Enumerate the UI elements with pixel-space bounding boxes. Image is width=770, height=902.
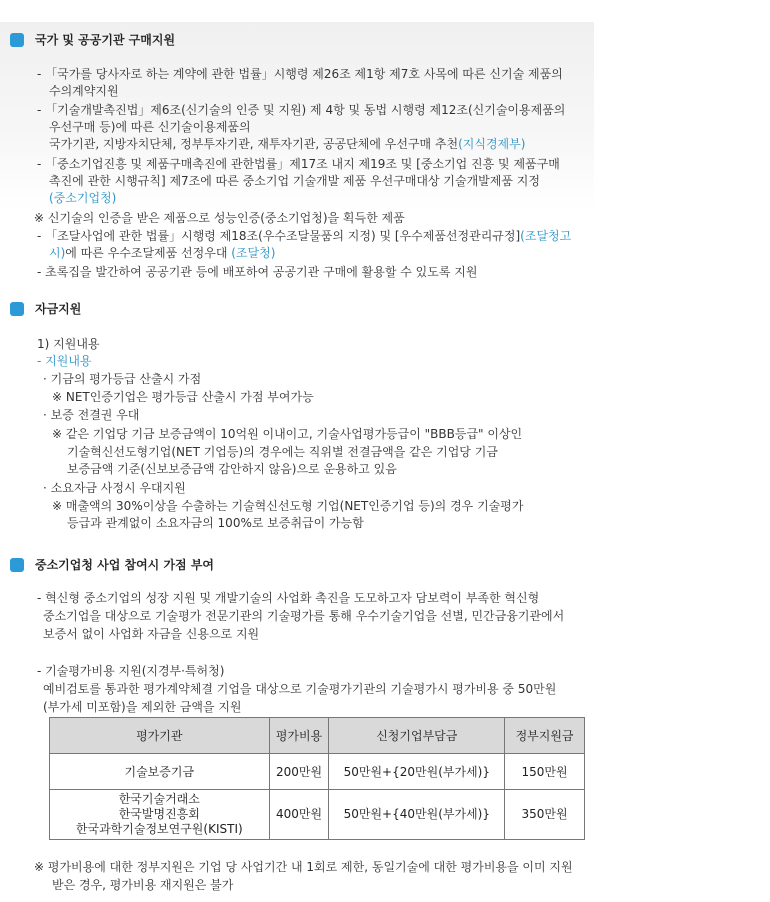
text-line: - 「중소기업진흥 및 제품구매촉진에 관한법률」제17조 내지 제19조 및 [중소기업 진흥 및 제품구매 [37, 157, 560, 171]
text-line: 등급과 관계없이 소요자금의 100%로 보증취급이 가능함 [67, 516, 364, 530]
text-line: 보증서 없이 사업화 자금을 신용으로 지원 [43, 627, 260, 641]
text-line: (부가세 미포함)을 제외한 금액을 지원 [43, 700, 242, 714]
text-line: 중소기업을 대상으로 기술평가 전문기관의 기술평가를 통해 우수기술기업을 선별, 민간금융기관에서 [43, 609, 565, 623]
evaluation-cost-table [49, 717, 585, 840]
bullet-square-icon [10, 302, 24, 316]
text-line: - 혁신형 중소기업의 성장 지원 및 개발기술의 사업화 촉진을 도모하고자 담보력이 부족한 혁신형 [37, 591, 540, 605]
text-line: 1) 지원내용 [37, 337, 100, 351]
section-title: 국가 및 공공기관 구매지원 [35, 33, 176, 47]
note-line: ※ 평가비용에 대한 정부지원은 기업 당 사업기간 내 1회로 제한, 동일기술에 대한 평가비용을 이미 지원 [34, 860, 573, 874]
subheading: - 지원내용 [37, 354, 92, 368]
org-name: 한국과학기술정보연구원(KISTI) [75, 822, 243, 836]
bullet-square-icon [10, 558, 24, 572]
text-line: - 기술평가비용 지원(지경부·특허청) [37, 664, 225, 678]
text-line: 수의계약지원 [49, 84, 119, 98]
table-cell: 350만원 [505, 790, 585, 840]
table-row [50, 754, 585, 790]
note-line: ※ 같은 기업당 기금 보증금액이 10억원 이내이고, 기술사업평가등급이 "BBB등급" 이상인 [52, 427, 523, 441]
column-header: 평가비용 [269, 718, 329, 754]
text-span: - 「조달사업에 관한 법률」시행령 제18조(우수조달물품의 지정) 및 [우수제품선정관리규정] [37, 229, 521, 243]
column-header: 신청기업부담금 [329, 718, 505, 754]
text-line [37, 228, 571, 245]
agency-name: (조달청) [231, 246, 276, 260]
agency-name: 시) [49, 246, 66, 260]
text-line: · 소요자금 사정시 우대지원 [43, 481, 186, 495]
agency-name: (중소기업청) [49, 191, 117, 205]
table-row [50, 790, 585, 840]
table-cell: 150만원 [505, 754, 585, 790]
section-header-bonus [10, 556, 214, 573]
section-header-funding [10, 300, 81, 317]
table-cell: 50만원+{40만원(부가세)} [329, 790, 505, 840]
text-span: 에 따른 우수조달제품 선정우대 [65, 246, 232, 260]
text-line: - 「국가를 당사자로 하는 계약에 관한 법률」시행령 제26조 제1항 제7호 사목에 따른 신기술 제품의 [37, 67, 563, 81]
note-line: 받은 경우, 평가비용 재지원은 불가 [52, 878, 234, 892]
table-cell [50, 790, 270, 840]
section-title: 중소기업청 사업 참여시 가점 부여 [35, 558, 215, 572]
bullet-square-icon [10, 33, 24, 47]
text-line: - 「기술개발촉진법」제6조(신기술의 인증 및 지원) 제 4항 및 동법 시행령 제12조(신기술이용제품의 [37, 103, 566, 117]
text-line: - 초록집을 발간하여 공공기관 등에 배포하여 공공기관 구매에 활용할 수 있도록 지원 [37, 265, 478, 279]
text-line: 예비검토를 통과한 평가계약체결 기업을 대상으로 기술평가기관의 기술평가시 평가비용 중 50만원 [43, 682, 557, 696]
text-line [49, 245, 275, 262]
org-name: 한국발명진흥회 [118, 807, 200, 821]
text-line [49, 136, 525, 153]
table-cell: 기술보증기금 [50, 754, 270, 790]
text-line: 우선구매 등)에 따른 신기술이용제품의 [49, 120, 251, 134]
note-line: ※ 매출액의 30%이상을 수출하는 기술혁신선도형 기업(NET인증기업 등)의 경우 기술평가 [52, 499, 524, 513]
table-header-row [50, 718, 585, 754]
table-cell: 50만원+{20만원(부가세)} [329, 754, 505, 790]
note-line: ※ 신기술의 인증을 받은 제품으로 성능인증(중소기업청)을 획득한 제품 [34, 211, 405, 225]
column-header: 정부지원금 [505, 718, 585, 754]
table-cell: 400만원 [269, 790, 329, 840]
text-line: 촉진에 관한 시행규칙] 제7조에 따른 중소기업 기술개발 제품 우선구매대상 기술개발제품 지정 [49, 174, 540, 188]
text-line: 보증금액 기준(신보보증금액 감안하지 않음)으로 운용하고 있음 [67, 462, 397, 476]
text-line: · 보증 전결권 우대 [43, 408, 140, 422]
section-header-purchase [10, 31, 175, 48]
column-header: 평가기관 [50, 718, 270, 754]
text-line: 기술혁신선도형기업(NET 기업등)의 경우에는 직위별 전결금액을 같은 기업당 기금 [67, 445, 498, 459]
text-span: 국가기관, 지방자치단체, 정부투자기관, 재투자기관, 공공단체에 우선구매 추천 [49, 137, 459, 151]
org-name: 한국기술거래소 [118, 792, 200, 806]
table-cell: 200만원 [269, 754, 329, 790]
text-line: · 기금의 평가등급 산출시 가점 [43, 372, 202, 386]
agency-name: (지식경제부) [458, 137, 526, 151]
note-line: ※ NET인증기업은 평가등급 산출시 가점 부여가능 [52, 390, 314, 404]
agency-name: (조달청고 [520, 229, 572, 243]
section-title: 자금지원 [35, 302, 82, 316]
